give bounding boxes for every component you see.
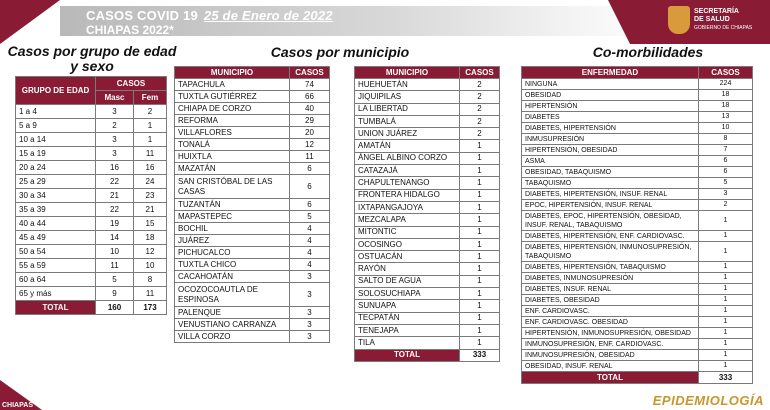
table-row <box>522 200 753 211</box>
state-seal-icon <box>668 6 690 34</box>
secretaria-logo <box>630 0 770 44</box>
enfermedad-cases-cell: 1 <box>699 317 753 328</box>
enfermedad-cell: DIABETES <box>522 112 699 123</box>
municipio-name-cell: UNION JUÁREZ <box>355 128 460 140</box>
table-row <box>355 275 500 287</box>
comorb-total-row <box>522 372 753 384</box>
municipio-cases-cell: 11 <box>290 151 330 163</box>
table-row <box>522 317 753 328</box>
masc-cell: 16 <box>96 161 134 175</box>
municipio-cases-cell: 66 <box>290 91 330 103</box>
municipio-cases-cell: 1 <box>460 251 500 263</box>
fem-cell: 8 <box>134 273 167 287</box>
enfermedad-cases-cell: 13 <box>699 112 753 123</box>
masc-cell: 22 <box>96 175 134 189</box>
table-row <box>16 105 167 119</box>
municipio-name-cell: BOCHIL <box>175 223 290 235</box>
table-row <box>355 189 500 201</box>
table-row <box>355 214 500 226</box>
municipio-name-cell: JUÁREZ <box>175 235 290 247</box>
table-row <box>522 306 753 317</box>
enfermedad-cell: INMUSUPRESIÓN <box>522 134 699 145</box>
enfermedad-cell: HIPERTENSIÓN <box>522 101 699 112</box>
municipio-name-cell: SAN CRISTÓBAL DE LAS CASAS <box>175 175 290 199</box>
table-row <box>175 319 330 331</box>
municipio-cases-cell: 40 <box>290 103 330 115</box>
municipio-cases-cell: 1 <box>460 140 500 152</box>
municipio-cases-cell: 1 <box>460 324 500 336</box>
enfermedad-cases-cell: 7 <box>699 145 753 156</box>
municipio-cases-cell: 4 <box>290 223 330 235</box>
table-row <box>522 273 753 284</box>
municipio-cases-cell: 74 <box>290 79 330 91</box>
enfermedad-cases-cell: 224 <box>699 79 753 90</box>
table-row <box>16 203 167 217</box>
enfermedad-cell: DIABETES, INMUNOSUPRESIÓN <box>522 273 699 284</box>
municipio-name-cell: AMATÁN <box>355 140 460 152</box>
mun-right-header-mun: MUNICIPIO <box>355 67 460 79</box>
municipio-name-cell: HUEHUETÁN <box>355 79 460 91</box>
municipio-name-cell: CHIAPA DE CORZO <box>175 103 290 115</box>
table-row <box>522 328 753 339</box>
age-group-cell: 5 a 9 <box>16 119 96 133</box>
masc-cell: 3 <box>96 147 134 161</box>
table-row <box>16 133 167 147</box>
enfermedad-cell: NINGUNA <box>522 79 699 90</box>
municipio-name-cell: MITONTIC <box>355 226 460 238</box>
municipio-name-cell: TILA <box>355 337 460 349</box>
table-row <box>355 165 500 177</box>
municipio-cases-cell: 1 <box>460 165 500 177</box>
fem-cell: 1 <box>134 133 167 147</box>
table-row <box>355 140 500 152</box>
age-group-cell: 35 a 39 <box>16 203 96 217</box>
municipio-name-cell: VENUSTIANO CARRANZA <box>175 319 290 331</box>
mun-left-header-cases: CASOS <box>290 67 330 79</box>
table-row <box>522 156 753 167</box>
municipio-cases-cell: 1 <box>460 214 500 226</box>
table-row <box>16 245 167 259</box>
enfermedad-cases-cell: 10 <box>699 123 753 134</box>
age-group-cell: 20 a 24 <box>16 161 96 175</box>
header-subtitle: CHIAPAS 2022* <box>86 23 174 37</box>
municipio-name-cell: MEZCALAPA <box>355 214 460 226</box>
enfermedad-cases-cell: 1 <box>699 273 753 284</box>
table-row <box>522 361 753 372</box>
table-row <box>355 263 500 275</box>
enfermedad-cell: ENF. CARDIOVASC. OBESIDAD <box>522 317 699 328</box>
table-row <box>522 262 753 273</box>
municipio-name-cell: PALENQUE <box>175 307 290 319</box>
municipio-cases-cell: 4 <box>290 235 330 247</box>
age-total-masc: 160 <box>96 301 134 315</box>
age-group-cell: 1 a 4 <box>16 105 96 119</box>
municipio-cases-cell: 12 <box>290 139 330 151</box>
masc-cell: 5 <box>96 273 134 287</box>
mun-left-header-mun: MUNICIPIO <box>175 67 290 79</box>
municipio-total-value: 333 <box>460 349 500 361</box>
enfermedad-cases-cell: 3 <box>699 189 753 200</box>
masc-cell: 22 <box>96 203 134 217</box>
table-row <box>355 103 500 115</box>
municipio-cases-cell: 3 <box>290 271 330 283</box>
municipio-cases-cell: 2 <box>460 115 500 127</box>
enfermedad-cell: INMUNOSUPRESIÓN, OBESIDAD <box>522 350 699 361</box>
age-group-cell: 30 a 34 <box>16 189 96 203</box>
enfermedad-cell: DIABETES, HIPERTENSIÓN, INSUF. RENAL <box>522 189 699 200</box>
age-group-cell: 60 a 64 <box>16 273 96 287</box>
municipio-name-cell: ÁNGEL ALBINO CORZO <box>355 152 460 164</box>
fem-cell: 15 <box>134 217 167 231</box>
enfermedad-cell: DIABETES, INSUF. RENAL <box>522 284 699 295</box>
table-row <box>175 307 330 319</box>
fem-cell: 1 <box>134 119 167 133</box>
age-group-cell: 25 a 29 <box>16 175 96 189</box>
fem-cell: 11 <box>134 147 167 161</box>
table-row <box>16 119 167 133</box>
enfermedad-cases-cell: 1 <box>699 361 753 372</box>
comorb-header-enf: ENFERMEDAD <box>522 67 699 79</box>
municipio-name-cell: VILLAFLORES <box>175 127 290 139</box>
logo-line1: SECRETARÍA <box>694 8 739 15</box>
municipio-cases-cell: 2 <box>460 128 500 140</box>
age-total-row <box>16 301 167 315</box>
municipio-cases-cell: 6 <box>290 163 330 175</box>
municipio-name-cell: RAYÓN <box>355 263 460 275</box>
enfermedad-cell: DIABETES, HIPERTENSIÓN, INMUNOSUPRESIÓN, TABAQUISMO <box>522 242 699 262</box>
age-group-cell: 10 a 14 <box>16 133 96 147</box>
municipio-cases-cell: 4 <box>290 247 330 259</box>
table-row <box>175 199 330 211</box>
municipio-table-left <box>174 66 330 343</box>
table-row <box>522 189 753 200</box>
age-table <box>15 76 167 315</box>
table-row <box>16 231 167 245</box>
municipio-name-cell: TECPATÁN <box>355 312 460 324</box>
table-row <box>522 167 753 178</box>
table-row <box>355 251 500 263</box>
table-row <box>522 134 753 145</box>
table-row <box>175 283 330 307</box>
table-row <box>175 271 330 283</box>
fem-cell: 16 <box>134 161 167 175</box>
municipio-name-cell: REFORMA <box>175 115 290 127</box>
table-row <box>355 177 500 189</box>
table-row <box>175 115 330 127</box>
comorbidities-table <box>521 66 753 384</box>
table-row <box>355 300 500 312</box>
table-row <box>16 273 167 287</box>
table-row <box>355 337 500 349</box>
table-row <box>355 238 500 250</box>
municipio-cases-cell: 2 <box>460 103 500 115</box>
municipio-name-cell: SALTO DE AGUA <box>355 275 460 287</box>
table-row <box>522 231 753 242</box>
municipio-cases-cell: 1 <box>460 337 500 349</box>
table-row <box>16 147 167 161</box>
enfermedad-cell: OBESIDAD, TABAQUISMO <box>522 167 699 178</box>
enfermedad-cell: EPOC, HIPERTENSIÓN, INSUF. RENAL <box>522 200 699 211</box>
comorb-header-cases: CASOS <box>699 67 753 79</box>
enfermedad-cell: TABAQUISMO <box>522 178 699 189</box>
municipio-name-cell: TONALÁ <box>175 139 290 151</box>
table-row <box>522 339 753 350</box>
table-row <box>175 211 330 223</box>
enfermedad-cell: ASMA <box>522 156 699 167</box>
age-group-cell: 65 y más <box>16 287 96 301</box>
age-header-cases: CASOS <box>96 77 167 91</box>
table-row <box>355 288 500 300</box>
masc-cell: 9 <box>96 287 134 301</box>
table-row <box>175 259 330 271</box>
table-row <box>175 247 330 259</box>
logo-line2: DE SALUD <box>694 16 730 23</box>
table-row <box>522 112 753 123</box>
masc-cell: 3 <box>96 105 134 119</box>
enfermedad-cases-cell: 5 <box>699 178 753 189</box>
enfermedad-cases-cell: 8 <box>699 134 753 145</box>
table-row <box>522 79 753 90</box>
municipio-cases-cell: 1 <box>460 288 500 300</box>
municipio-cases-cell: 1 <box>460 238 500 250</box>
age-group-cell: 55 a 59 <box>16 259 96 273</box>
enfermedad-cell: DIABETES, HIPERTENSIÓN, TABAQUISMO <box>522 262 699 273</box>
comorb-section-title: Co-morbilidades <box>592 44 704 60</box>
municipio-name-cell: OCOZOCOAUTLA DE ESPINOSA <box>175 283 290 307</box>
enfermedad-cell: DIABETES, OBESIDAD <box>522 295 699 306</box>
municipio-cases-cell: 1 <box>460 201 500 213</box>
age-section-title: Casos por grupo de edad y sexo <box>7 43 177 74</box>
header-title-text: CASOS COVID 19 <box>86 8 198 23</box>
table-row <box>522 123 753 134</box>
age-group-cell: 50 a 54 <box>16 245 96 259</box>
enfermedad-cases-cell: 18 <box>699 101 753 112</box>
table-row <box>175 139 330 151</box>
table-row <box>355 152 500 164</box>
municipio-name-cell: TUZANTÁN <box>175 199 290 211</box>
enfermedad-cases-cell: 6 <box>699 167 753 178</box>
fem-cell: 2 <box>134 105 167 119</box>
municipio-cases-cell: 1 <box>460 177 500 189</box>
masc-cell: 19 <box>96 217 134 231</box>
municipio-cases-cell: 1 <box>460 152 500 164</box>
table-row <box>16 189 167 203</box>
table-row <box>175 163 330 175</box>
fem-cell: 10 <box>134 259 167 273</box>
enfermedad-cell: HIPERTENSIÓN, OBESIDAD <box>522 145 699 156</box>
table-row <box>16 259 167 273</box>
table-row <box>355 201 500 213</box>
enfermedad-cell: HIPERTENSIÓN, INMUNOSUPRESIÓN, OBESIDAD <box>522 328 699 339</box>
municipio-name-cell: MAZATÁN <box>175 163 290 175</box>
municipio-name-cell: OSTUACÁN <box>355 251 460 263</box>
enfermedad-cell: DIABETES, EPOC, HIPERTENSIÓN, OBESIDAD, INSUF. RENAL, TABAQUISMO <box>522 211 699 231</box>
logo-text <box>694 8 752 32</box>
table-row <box>522 284 753 295</box>
municipio-name-cell: SUNUAPA <box>355 300 460 312</box>
enfermedad-cases-cell: 18 <box>699 90 753 101</box>
municipio-cases-cell: 5 <box>290 211 330 223</box>
enfermedad-cases-cell: 1 <box>699 339 753 350</box>
table-row <box>175 235 330 247</box>
age-header-fem: Fem <box>134 91 167 105</box>
municipio-cases-cell: 2 <box>460 91 500 103</box>
municipio-cases-cell: 1 <box>460 312 500 324</box>
enfermedad-cases-cell: 1 <box>699 242 753 262</box>
enfermedad-cases-cell: 2 <box>699 200 753 211</box>
municipio-name-cell: TUMBALÁ <box>355 115 460 127</box>
table-row <box>355 226 500 238</box>
masc-cell: 10 <box>96 245 134 259</box>
table-row <box>522 90 753 101</box>
fem-cell: 21 <box>134 203 167 217</box>
enfermedad-cases-cell: 1 <box>699 262 753 273</box>
table-row <box>522 295 753 306</box>
table-row <box>16 161 167 175</box>
enfermedad-cell: ENF. CARDIOVASC. <box>522 306 699 317</box>
header-corner <box>0 0 60 44</box>
municipio-name-cell: CACAHOATÁN <box>175 271 290 283</box>
table-row <box>522 178 753 189</box>
logo-line3: GOBIERNO DE CHIAPAS <box>694 25 753 31</box>
municipio-section-title: Casos por municipio <box>270 44 410 60</box>
municipio-name-cell: PICHUCALCO <box>175 247 290 259</box>
municipio-name-cell: TENEJAPA <box>355 324 460 336</box>
municipio-name-cell: JIQUIPILAS <box>355 91 460 103</box>
enfermedad-cases-cell: 1 <box>699 328 753 339</box>
table-row <box>355 312 500 324</box>
table-row <box>175 223 330 235</box>
table-row <box>175 331 330 343</box>
municipio-name-cell: SOLOSUCHIAPA <box>355 288 460 300</box>
table-row <box>522 145 753 156</box>
fem-cell: 18 <box>134 231 167 245</box>
table-row <box>175 175 330 199</box>
table-row <box>16 287 167 301</box>
municipio-name-cell: TUXTLA GUTIÉRREZ <box>175 91 290 103</box>
age-group-cell: 45 a 49 <box>16 231 96 245</box>
masc-cell: 11 <box>96 259 134 273</box>
municipio-cases-cell: 3 <box>290 307 330 319</box>
masc-cell: 21 <box>96 189 134 203</box>
age-group-cell: 15 a 19 <box>16 147 96 161</box>
enfermedad-cell: OBESIDAD, INSUF. RENAL <box>522 361 699 372</box>
municipio-total-row <box>355 349 500 361</box>
comorb-total-label: TOTAL <box>522 372 699 384</box>
municipio-name-cell: HUIXTLA <box>175 151 290 163</box>
age-total-label: TOTAL <box>16 301 96 315</box>
table-row <box>355 128 500 140</box>
table-row <box>175 151 330 163</box>
footer-left-text: CHIAPAS <box>2 402 33 409</box>
table-row <box>522 350 753 361</box>
fem-cell: 11 <box>134 287 167 301</box>
masc-cell: 3 <box>96 133 134 147</box>
table-row <box>16 217 167 231</box>
municipio-cases-cell: 1 <box>460 275 500 287</box>
header-title <box>86 8 333 23</box>
enfermedad-cell: INMUNOSUPRESIÓN, ENF. CARDIOVASC. <box>522 339 699 350</box>
municipio-name-cell: LA LIBERTAD <box>355 103 460 115</box>
table-row <box>355 324 500 336</box>
enfermedad-cell: OBESIDAD <box>522 90 699 101</box>
municipio-cases-cell: 3 <box>290 319 330 331</box>
enfermedad-cases-cell: 6 <box>699 156 753 167</box>
municipio-total-label: TOTAL <box>355 349 460 361</box>
table-row <box>175 91 330 103</box>
municipio-cases-cell: 2 <box>460 79 500 91</box>
enfermedad-cases-cell: 1 <box>699 295 753 306</box>
table-row <box>16 175 167 189</box>
header-date: 25 de Enero de 2022 <box>203 8 333 23</box>
table-row <box>355 91 500 103</box>
enfermedad-cell: DIABETES, HIPERTENSIÓN, ENF. CARDIOVASC. <box>522 231 699 242</box>
masc-cell: 2 <box>96 119 134 133</box>
municipio-cases-cell: 1 <box>460 189 500 201</box>
epidemiologia-logo: EPIDEMIOLOGÍA <box>652 393 764 408</box>
enfermedad-cases-cell: 1 <box>699 284 753 295</box>
enfermedad-cell: DIABETES, HIPERTENSIÓN <box>522 123 699 134</box>
table-row <box>175 127 330 139</box>
table-row <box>522 211 753 231</box>
municipio-name-cell: VILLA CORZO <box>175 331 290 343</box>
table-row <box>175 103 330 115</box>
municipio-cases-cell: 3 <box>290 331 330 343</box>
table-row <box>522 242 753 262</box>
age-total-fem: 173 <box>134 301 167 315</box>
municipio-cases-cell: 4 <box>290 259 330 271</box>
municipio-cases-cell: 20 <box>290 127 330 139</box>
fem-cell: 12 <box>134 245 167 259</box>
age-header-masc: Masc <box>96 91 134 105</box>
table-row <box>175 79 330 91</box>
table-row <box>355 115 500 127</box>
enfermedad-cases-cell: 1 <box>699 306 753 317</box>
enfermedad-cases-cell: 1 <box>699 231 753 242</box>
enfermedad-cases-cell: 1 <box>699 350 753 361</box>
mun-right-header-cases: CASOS <box>460 67 500 79</box>
municipio-cases-cell: 29 <box>290 115 330 127</box>
municipio-cases-cell: 1 <box>460 226 500 238</box>
municipio-cases-cell: 6 <box>290 175 330 199</box>
header-banner <box>0 0 770 44</box>
municipio-name-cell: FRONTERA HIDALGO <box>355 189 460 201</box>
municipio-name-cell: IXTAPANGAJOYA <box>355 201 460 213</box>
municipio-name-cell: MAPASTEPEC <box>175 211 290 223</box>
fem-cell: 23 <box>134 189 167 203</box>
municipio-name-cell: CATAZAJÁ <box>355 165 460 177</box>
table-row <box>355 79 500 91</box>
masc-cell: 14 <box>96 231 134 245</box>
table-row <box>522 101 753 112</box>
municipio-name-cell: OCOSINGO <box>355 238 460 250</box>
fem-cell: 24 <box>134 175 167 189</box>
age-group-cell: 40 a 44 <box>16 217 96 231</box>
municipio-name-cell: CHAPULTENANGO <box>355 177 460 189</box>
municipio-cases-cell: 1 <box>460 263 500 275</box>
municipio-cases-cell: 3 <box>290 283 330 307</box>
comorb-total-value: 333 <box>699 372 753 384</box>
municipio-cases-cell: 1 <box>460 300 500 312</box>
municipio-name-cell: TAPACHULA <box>175 79 290 91</box>
municipio-table-right <box>354 66 500 362</box>
age-header-group: GRUPO DE EDAD <box>16 77 96 105</box>
municipio-name-cell: TUXTLA CHICO <box>175 259 290 271</box>
municipio-cases-cell: 6 <box>290 199 330 211</box>
enfermedad-cases-cell: 1 <box>699 211 753 231</box>
